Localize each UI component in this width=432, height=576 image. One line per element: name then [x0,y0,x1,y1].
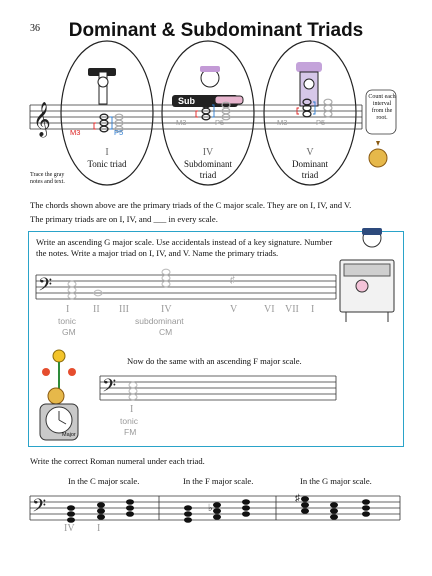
clock-label: Major [62,432,76,438]
f-tonic-label: tonic [120,416,138,426]
m3-label-subdominant: M3 [176,118,187,127]
g-scale-instruction: Write an ascending G major scale. Use accidentals instead of a key signature. Number the notes. Write a major triad on I, IV, and V. Name the primary triads. [36,237,333,258]
m3-label-dominant: M3 [277,118,288,127]
g-subdominant-chord: CM [159,327,173,337]
tonic-triad-label: Tonic triad [87,159,127,169]
g-tonic-chord: GM [62,327,76,337]
roman-numeral-tonic: I [105,147,109,158]
count-interval-note: Count each interval from the root. [368,94,396,121]
page-title: Dominant & Subdominant Triads [68,20,364,41]
g-numeral-4: IV [161,304,172,315]
f-tonic-chord: FM [124,427,137,437]
page-number: 36 [30,23,40,34]
g-numeral-1: I [66,304,70,315]
bass-clef-icon-f: 𝄢 [102,375,117,400]
bass-clef-icon: 𝄢 [38,274,53,299]
p5-label-dominant: P5 [316,118,326,127]
f-scale-heading: In the F major scale. [183,476,254,486]
intro-paragraph: The chords shown above are the primary triads of the C major scale. They are on I, IV, and V. [30,200,352,210]
svg-text:♯: ♯ [295,493,300,504]
roman-numeral-subdominant: IV [202,147,214,158]
g-numeral-6: VI [264,304,275,315]
roman-numeral-dominant: V [306,147,314,158]
treble-clef-icon: 𝄞 [33,103,51,136]
f-scale-instruction: Now do the same with an ascending F major scale. [127,356,302,366]
g-numeral-2: II [93,304,100,315]
g-tonic-label: tonic [58,316,76,326]
m3-label: M3 [70,128,81,137]
svg-text:Sub: Sub [178,96,195,106]
trace-note: Trace the gray notes and text. [30,172,65,185]
svg-text:♭: ♭ [208,503,213,514]
f-numeral-1: I [130,404,134,415]
bass-clef-icon-bottom: 𝄢 [32,495,47,520]
p5-label: P5 [114,128,124,137]
g-numeral-5: V [230,304,238,315]
p5-label-subdominant: P5 [215,118,225,127]
question-line: The primary triads are on I, IV, and ___ in every scale. [30,214,218,224]
g-numeral-8: I [311,304,315,315]
svg-text:♯: ♯ [230,275,235,286]
subdominant-triad-label: Subdominant triad [183,159,232,180]
answer-i: I [97,523,101,534]
c-scale-heading: In the C major scale. [68,476,140,486]
bottom-instruction: Write the correct Roman numeral under each triad. [30,456,205,466]
answer-iv: IV [64,523,75,534]
g-subdominant-label: subdominant [135,316,184,326]
g-numeral-7: VII [285,304,299,315]
g-numeral-3: III [119,304,129,315]
g-scale-heading: In the G major scale. [300,476,372,486]
dominant-triad-label: Dominant triad [292,159,328,180]
